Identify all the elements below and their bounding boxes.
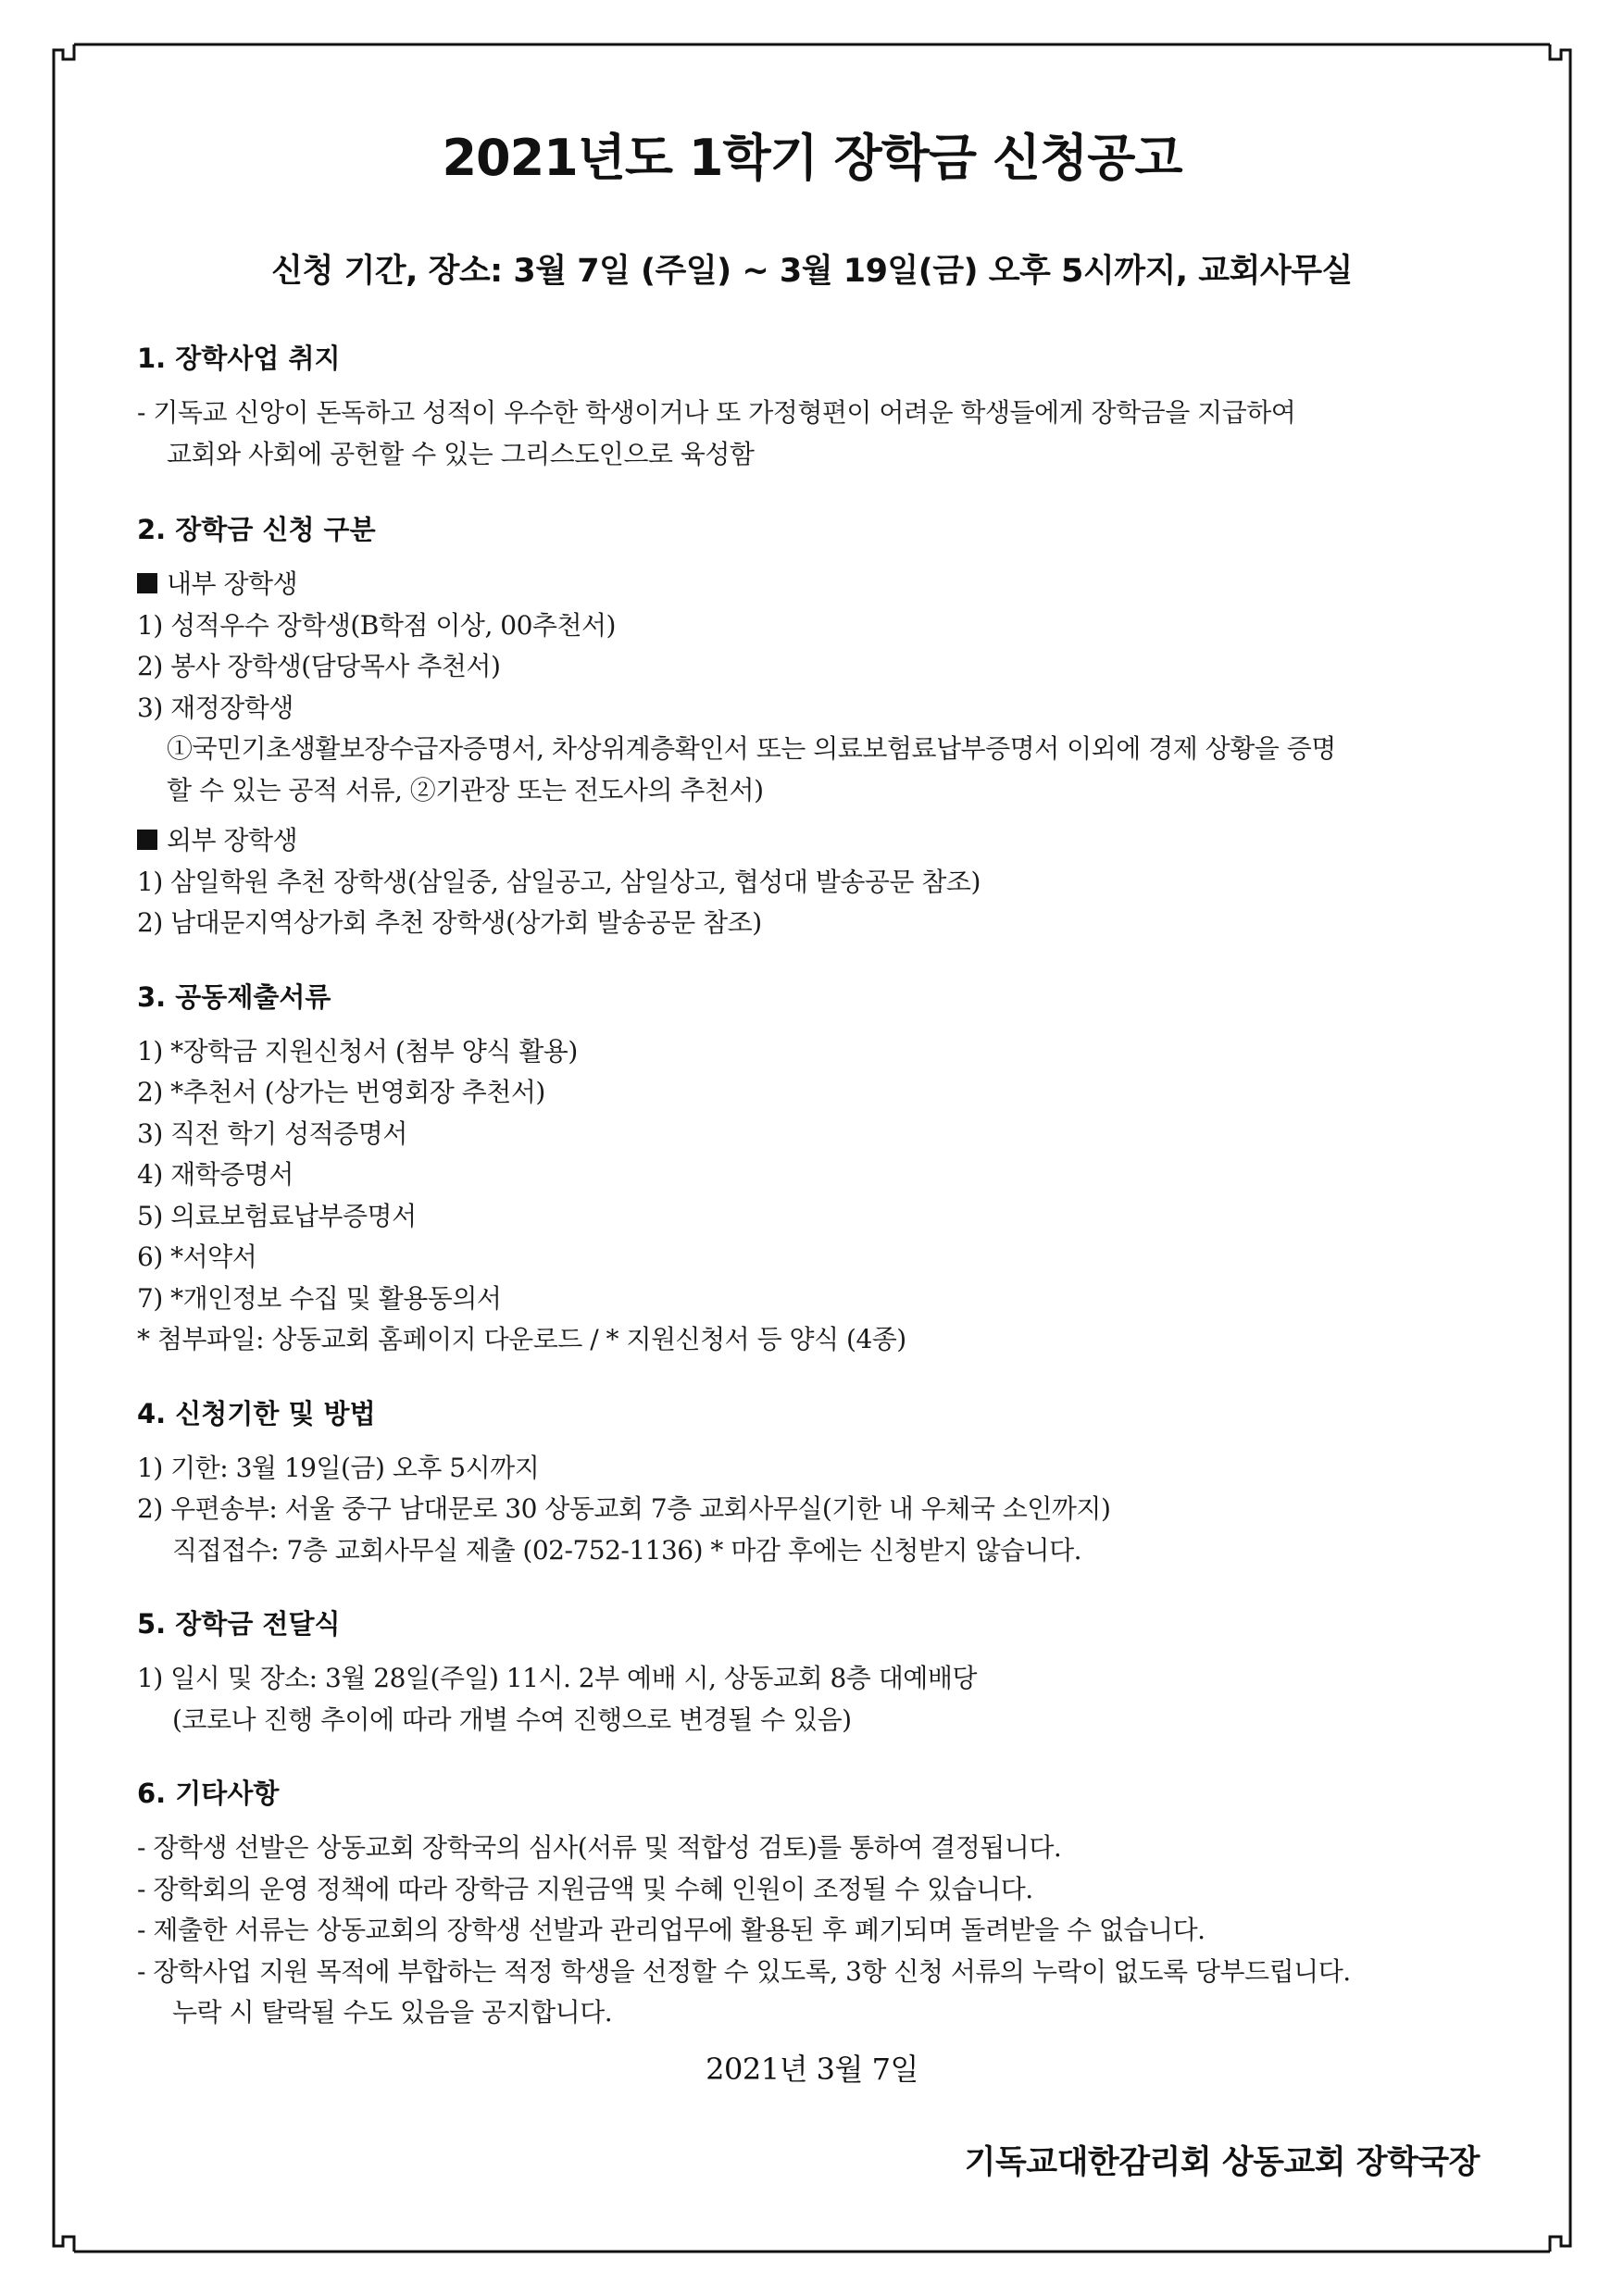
list-item: 5) 의료보험료납부증명서 bbox=[137, 1200, 417, 1231]
page-title: 2021년도 1학기 장학금 신청공고 bbox=[442, 129, 1182, 187]
section-misc bbox=[137, 1776, 1498, 2034]
section-heading: 4. 신청기한 및 방법 bbox=[137, 1397, 376, 1429]
section-heading: 6. 기타사항 bbox=[137, 1778, 280, 1809]
attachment-note: * 첨부파일: 상동교회 홈페이지 다운로드 / * 지원신청서 등 양식 (4종) bbox=[137, 1324, 906, 1354]
signature: 기독교대한감리회 상동교회 장학국장 bbox=[964, 2143, 1480, 2181]
body-line: 할 수 있는 공적 서류, ②기관장 또는 전도사의 추천서) bbox=[167, 774, 764, 805]
body-line: 3) 재정장학생 bbox=[137, 692, 294, 723]
subheading-label: 내부 장학생 bbox=[167, 568, 298, 599]
section-ceremony bbox=[137, 1606, 1498, 1741]
list-item: 2) *추천서 (상가는 번영회장 추천서) bbox=[137, 1077, 545, 1107]
subheading-label: 외부 장학생 bbox=[167, 825, 298, 855]
section-categories bbox=[137, 512, 1498, 944]
body-line: 2) 우편송부: 서울 중구 남대문로 30 상동교회 7층 교회사무실(기한 내 우체국 소인까지) bbox=[137, 1493, 1111, 1524]
body-line: 1) 일시 및 장소: 3월 28일(주일) 11시. 2부 예배 시, 상동교회 8층 대예배당 bbox=[137, 1663, 977, 1693]
body-line: - 기독교 신앙이 돈독하고 성적이 우수한 학생이거나 또 가정형편이 어려운 학생들에게 장학금을 지급하여 bbox=[137, 397, 1296, 428]
body-line: - 장학사업 지원 목적에 부합하는 적정 학생을 선정할 수 있도록, 3항 신청 서류의 누락이 없도록 당부드립니다. bbox=[137, 1955, 1351, 1987]
list-item: 6) *서약서 bbox=[137, 1242, 257, 1272]
list-item: 4) 재학증명서 bbox=[137, 1159, 294, 1190]
subheading-external bbox=[137, 820, 1498, 862]
body-line: 1) 성적우수 장학생(B학점 이상, 00추천서) bbox=[137, 609, 616, 641]
section-deadline bbox=[137, 1396, 1498, 1572]
section-heading: 3. 공동제출서류 bbox=[137, 980, 331, 1013]
body-line: - 장학회의 운영 정책에 따라 장학금 지원금액 및 수혜 인원이 조정될 수 있습니다. bbox=[137, 1873, 1033, 1904]
body-line: - 제출한 서류는 상동교회의 장학생 선발과 관리업무에 활용된 후 폐기되며 돌려받을 수 없습니다. bbox=[137, 1915, 1206, 1945]
body-line: 1) 기한: 3월 19일(금) 오후 5시까지 bbox=[137, 1452, 540, 1483]
section-documents bbox=[137, 980, 1498, 1361]
section-heading: 5. 장학금 전달식 bbox=[137, 1608, 341, 1640]
application-period: 신청 기간, 장소: 3월 7일 (주일) ~ 3월 19일(금) 오후 5시까지, 교회사무실 bbox=[271, 253, 1353, 290]
body-line: 2) 봉사 장학생(담당목사 추천서) bbox=[137, 651, 501, 681]
body-line: 2) 남대문지역상가회 추천 장학생(상가회 발송공문 참조) bbox=[137, 907, 762, 938]
section-heading: 1. 장학사업 취지 bbox=[137, 343, 341, 374]
section-purpose bbox=[137, 341, 1498, 475]
list-item: 3) 직전 학기 성적증명서 bbox=[137, 1117, 407, 1149]
square-bullet-icon bbox=[137, 830, 157, 850]
body-line: 누락 시 탈락될 수도 있음을 공지합니다. bbox=[172, 1997, 613, 2028]
body-line: - 장학생 선발은 상동교회 장학국의 심사(서류 및 적합성 검토)를 통하여 결정됩니다. bbox=[137, 1832, 1062, 1863]
body-line: 1) 삼일학원 추천 장학생(삼일중, 삼일공고, 삼일상고, 협성대 발송공문 참조) bbox=[137, 866, 981, 897]
section-heading: 2. 장학금 신청 구분 bbox=[137, 514, 376, 545]
square-bullet-icon bbox=[137, 573, 157, 593]
list-item: 7) *개인정보 수집 및 활용동의서 bbox=[137, 1282, 502, 1314]
body-line: 교회와 사회에 공헌할 수 있는 그리스도인으로 육성함 bbox=[167, 438, 755, 469]
body-line: 직접접수: 7층 교회사무실 제출 (02-752-1136) * 마감 후에는 신청받지 않습니다. bbox=[172, 1534, 1082, 1566]
announcement-date: 2021년 3월 7일 bbox=[706, 2052, 918, 2087]
list-item: 1) *장학금 지원신청서 (첨부 양식 활용) bbox=[137, 1035, 578, 1067]
body-line: (코로나 진행 추이에 따라 개별 수여 진행으로 변경될 수 있음) bbox=[172, 1703, 852, 1735]
announcement-body bbox=[137, 341, 1498, 2034]
subheading-internal bbox=[137, 564, 1498, 605]
body-line: ①국민기초생활보장수급자증명서, 차상위계층확인서 또는 의료보험료납부증명서 이외에 경제 상황을 증명 bbox=[167, 733, 1336, 764]
